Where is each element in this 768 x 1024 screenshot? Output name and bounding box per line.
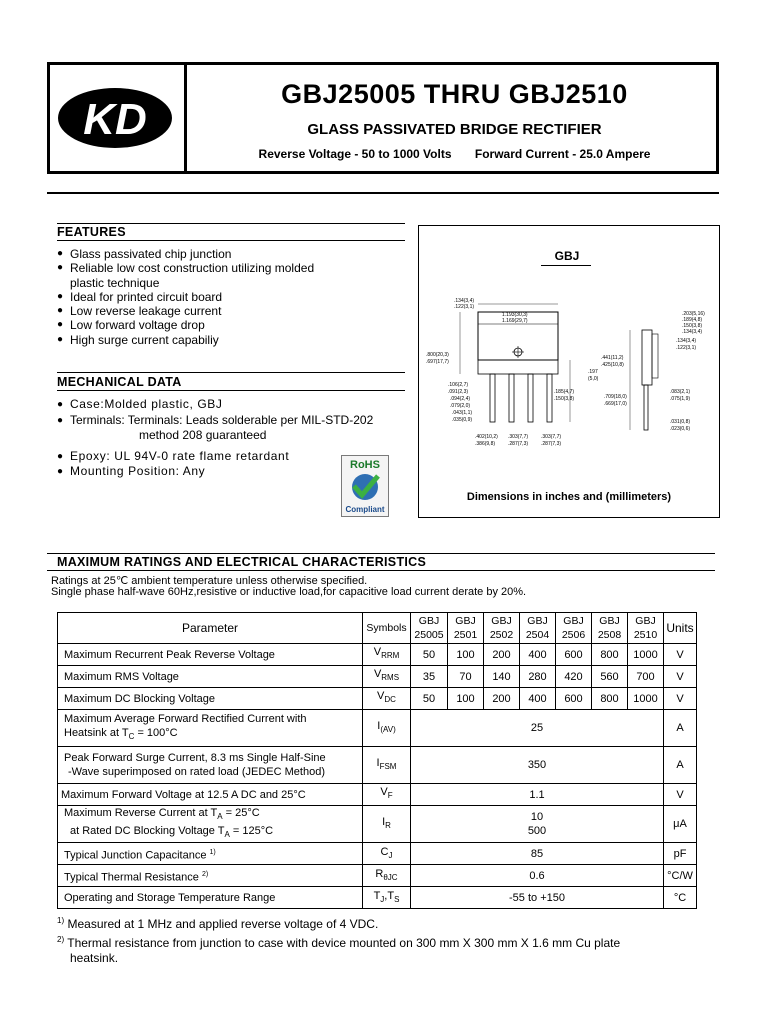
dim-label: .197 xyxy=(588,369,598,375)
rohs-compliant-label: Compliant xyxy=(345,505,385,514)
page-title: GBJ25005 THRU GBJ2510 xyxy=(281,79,628,109)
dim-label: .079(2,0) xyxy=(450,403,471,409)
value-cell: 560 xyxy=(592,666,628,688)
unit-cell: V xyxy=(664,644,697,666)
dim-label: .031(0,8) xyxy=(670,419,691,425)
param-cell: Maximum Forward Voltage at 12.5 A DC and 25°C xyxy=(58,784,363,806)
symbol-cell: $I_{(AV)}$ xyxy=(363,710,411,747)
value-cell: 800 xyxy=(592,688,628,710)
spec-line xyxy=(190,147,719,161)
bullet-icon: ● xyxy=(57,262,64,274)
value-cell: 1000 xyxy=(628,688,664,710)
value-cell: 200 xyxy=(484,688,520,710)
dim-label: .075(1,9) xyxy=(670,396,691,402)
dim-label: .094(2,4) xyxy=(450,396,471,402)
header-part: GBJ 2508 xyxy=(592,613,628,644)
unit-cell: V xyxy=(664,784,697,806)
ratings-note-1: Ratings at 25℃ ambient temperature unless otherwise specified. xyxy=(51,575,368,587)
value-cell: -55 to +150 xyxy=(411,887,664,909)
footnotes xyxy=(57,913,620,966)
param-cell: Typical Thermal Resistance $^{2)}$ xyxy=(58,865,363,887)
dim-label: .709(18,0) xyxy=(604,394,627,400)
header-box xyxy=(47,62,719,174)
symbol-cell: $I_R$ xyxy=(363,806,411,843)
ratings-rule-top xyxy=(47,553,715,554)
param-cell: Maximum Reverse Current at $T_A = 25^\circ C$ at Rated DC Blocking Voltage $T_A = 125^\circ C$ xyxy=(58,806,363,843)
header-part: GBJ 2501 xyxy=(448,613,484,644)
unit-cell: μA xyxy=(664,806,697,843)
table-row xyxy=(58,747,697,784)
ratings-title: MAXIMUM RATINGS AND ELECTRICAL CHARACTERISTICS xyxy=(57,555,427,569)
dim-label: .150(3,8) xyxy=(682,323,703,329)
dim-label: .122(3,1) xyxy=(454,304,475,310)
dim-label: .134(3,4) xyxy=(454,298,475,304)
table-row xyxy=(58,887,697,909)
dim-label: (5,0) xyxy=(588,376,599,382)
symbol-cell: $C_J$ xyxy=(363,843,411,865)
bullet-icon: ● xyxy=(57,399,64,410)
value-cell: 100 xyxy=(448,644,484,666)
dim-label: .023(0,6) xyxy=(670,426,691,432)
mechanical-rule xyxy=(57,390,405,391)
header-part: GBJ 2504 xyxy=(520,613,556,644)
footnote-2: $^{2)}$ Thermal resistance from junction to case with device mounted on 300 mm X 300 mm X 1.6 mm Cu plate xyxy=(57,935,621,950)
list-item: ● Low forward voltage drop xyxy=(57,318,205,333)
forward-current-spec: Forward Current - 25.0 Ampere xyxy=(474,147,651,161)
dim-label: .697(17,7) xyxy=(426,359,449,365)
unit-cell: °C/W xyxy=(664,865,697,887)
mechanical-rule-top xyxy=(57,372,405,373)
bullet-icon: ● xyxy=(57,450,64,462)
ratings-note-2: Single phase half-wave 60Hz,resistive or inductive load,for capacitive load current derate by 20%. xyxy=(51,586,527,598)
dim-label: 1.169(29,7) xyxy=(502,318,528,324)
value-cell: 25 xyxy=(411,710,664,747)
header-parameter: Parameter xyxy=(58,613,363,644)
dim-label: .203(5,16) xyxy=(682,311,705,317)
ratings-table xyxy=(57,612,697,909)
features-rule xyxy=(57,240,405,241)
value-cell: 800 xyxy=(592,644,628,666)
unit-cell: A xyxy=(664,710,697,747)
package-dimension-drawing xyxy=(420,290,718,455)
symbol-cell: $R_{\theta JC}$ xyxy=(363,865,411,887)
header-part: GBJ 25005 xyxy=(411,613,448,644)
bullet-icon: ● xyxy=(57,333,64,345)
header-symbols: Symbols xyxy=(363,613,411,644)
unit-cell: A xyxy=(664,747,697,784)
features-rule-top xyxy=(57,223,405,224)
unit-cell: pF xyxy=(664,843,697,865)
value-cell: 600 xyxy=(556,688,592,710)
dim-label: .287(7,3) xyxy=(508,441,529,447)
mechanical-title: MECHANICAL DATA xyxy=(57,375,182,389)
bullet-icon: ● xyxy=(57,248,64,259)
dim-label: .800(20,3) xyxy=(426,352,449,358)
bullet-icon: ● xyxy=(57,414,64,426)
rohs-label: RoHS xyxy=(350,459,380,471)
list-item: ● Low reverse leakage current xyxy=(57,304,222,319)
list-item: ● Ideal for printed circuit board xyxy=(57,289,223,304)
header-part: GBJ 2502 xyxy=(484,613,520,644)
value-cell: 600 xyxy=(556,644,592,666)
symbol-cell: $T_J,T_S$ xyxy=(363,887,411,909)
table-row xyxy=(58,688,697,710)
dimensions-caption: Dimensions in inches and (millimeters) xyxy=(466,491,672,503)
dim-label: .189(4,8) xyxy=(682,317,703,323)
value-cell: 0.6 xyxy=(411,865,664,887)
symbol-cell: $V_{DC}$ xyxy=(363,688,411,710)
dim-label: .134(3,4) xyxy=(676,338,697,344)
bullet-icon: ● xyxy=(57,466,64,477)
dim-label: .134(3,4) xyxy=(682,329,703,335)
dim-label: 1.193(30,3) xyxy=(502,312,528,318)
dim-label: .091(2,3) xyxy=(448,389,469,395)
value-cell: 10 500 xyxy=(411,806,664,843)
logo-cell xyxy=(50,65,187,171)
value-cell: 50 xyxy=(411,688,448,710)
value-cell: 350 xyxy=(411,747,664,784)
value-cell: 700 xyxy=(628,666,664,688)
dim-label: .106(2,7) xyxy=(448,382,469,388)
symbol-cell: $V_F$ xyxy=(363,784,411,806)
footnote-2-continued: heatsink. xyxy=(70,951,119,965)
dim-label: .402(10,2) xyxy=(475,434,498,440)
value-cell: 400 xyxy=(520,688,556,710)
value-cell: 35 xyxy=(411,666,448,688)
dim-label: .185(4,7) xyxy=(554,389,575,395)
value-cell: 280 xyxy=(520,666,556,688)
bullet-icon: ● xyxy=(57,305,64,317)
list-item: ● Mounting Position: Any xyxy=(57,464,206,478)
dim-label: .150(3,8) xyxy=(554,396,575,402)
value-cell: 50 xyxy=(411,644,448,666)
param-cell: Maximum Average Forward Rectified Current with Heatsink at $T_C = 100^\circ C$ xyxy=(58,710,363,747)
table-row xyxy=(58,784,697,806)
table-row xyxy=(58,806,697,843)
table-row xyxy=(58,865,697,887)
param-cell: Typical Junction Capacitance $^{1)}$ xyxy=(58,843,363,865)
value-cell: 1.1 xyxy=(411,784,664,806)
list-item-continued: plastic technique xyxy=(70,275,160,290)
header-rule xyxy=(47,192,719,194)
value-cell: 140 xyxy=(484,666,520,688)
param-cell: Peak Forward Surge Current, 8.3 ms Single Half-Sine -Wave superimposed on rated load (JEDEC Method) xyxy=(58,747,363,784)
list-item: ● Case:Molded plastic, GBJ xyxy=(57,397,223,411)
param-cell: Operating and Storage Temperature Range xyxy=(58,887,363,909)
table-row xyxy=(58,666,697,688)
value-cell: 85 xyxy=(411,843,664,865)
table-row xyxy=(58,710,697,747)
ratings-rule xyxy=(47,570,715,571)
value-cell: 420 xyxy=(556,666,592,688)
value-cell: 200 xyxy=(484,644,520,666)
list-item: ● High surge current capabiliy xyxy=(57,332,219,347)
bullet-icon: ● xyxy=(57,290,64,302)
dim-label: .122(3,1) xyxy=(676,345,697,351)
symbol-cell: $I_{FSM}$ xyxy=(363,747,411,784)
dim-label: .083(2,1) xyxy=(670,389,691,395)
bullet-icon: ● xyxy=(57,319,64,331)
param-cell: Maximum Recurrent Peak Reverse Voltage xyxy=(58,644,363,666)
value-cell: 1000 xyxy=(628,644,664,666)
dim-label: .425(10,8) xyxy=(601,362,624,368)
unit-cell: °C xyxy=(664,887,697,909)
param-cell: Maximum RMS Voltage xyxy=(58,666,363,688)
kd-logo xyxy=(50,65,184,171)
rohs-badge xyxy=(341,455,389,517)
symbol-cell: $V_{RRM}$ xyxy=(363,644,411,666)
dim-label: .386(9,8) xyxy=(475,441,496,447)
value-cell: 70 xyxy=(448,666,484,688)
table-row xyxy=(58,644,697,666)
unit-cell: V xyxy=(664,666,697,688)
symbol-cell: $V_{RMS}$ xyxy=(363,666,411,688)
reverse-voltage-spec: Reverse Voltage - 50 to 1000 Volts xyxy=(258,147,452,161)
value-cell: 400 xyxy=(520,644,556,666)
page-subtitle: GLASS PASSIVATED BRIDGE RECTIFIER xyxy=(307,121,602,138)
logo-text: KD xyxy=(83,95,147,144)
header-units: Units xyxy=(664,613,697,644)
dim-label: .303(7,7) xyxy=(508,434,529,440)
value-cell: 100 xyxy=(448,688,484,710)
dim-label: .035(0,9) xyxy=(452,417,473,423)
table-row xyxy=(58,843,697,865)
list-item: ● Terminals: Terminals: Leads solderable per MIL-STD-202 xyxy=(57,412,374,427)
header-part: GBJ 2510 xyxy=(628,613,664,644)
footnote-1: $^{1)}$ Measured at 1 MHz and applied reverse voltage of 4 VDC. xyxy=(57,916,379,931)
unit-cell: V xyxy=(664,688,697,710)
list-item-continued: method 208 guaranteed xyxy=(139,428,267,442)
dim-label: .043(1,1) xyxy=(452,410,473,416)
features-title: FEATURES xyxy=(57,225,126,239)
table-header-row xyxy=(58,613,697,644)
dim-label: .441(11,2) xyxy=(601,355,624,361)
features-list xyxy=(57,247,397,347)
param-cell: Maximum DC Blocking Voltage xyxy=(58,688,363,710)
header-part: GBJ 2506 xyxy=(556,613,592,644)
list-item: ● Reliable low cost construction utilizing molded xyxy=(57,261,315,276)
dim-label: .669(17,0) xyxy=(604,401,627,407)
dim-label: .303(7,7) xyxy=(541,434,562,440)
package-label: GBJ xyxy=(554,249,580,263)
list-item: ● Epoxy: UL 94V-0 rate flame retardant xyxy=(57,448,290,463)
dim-label: .287(7,3) xyxy=(541,441,562,447)
package-label-underline xyxy=(541,265,591,266)
list-item: ● Glass passivated chip junction xyxy=(57,247,232,261)
